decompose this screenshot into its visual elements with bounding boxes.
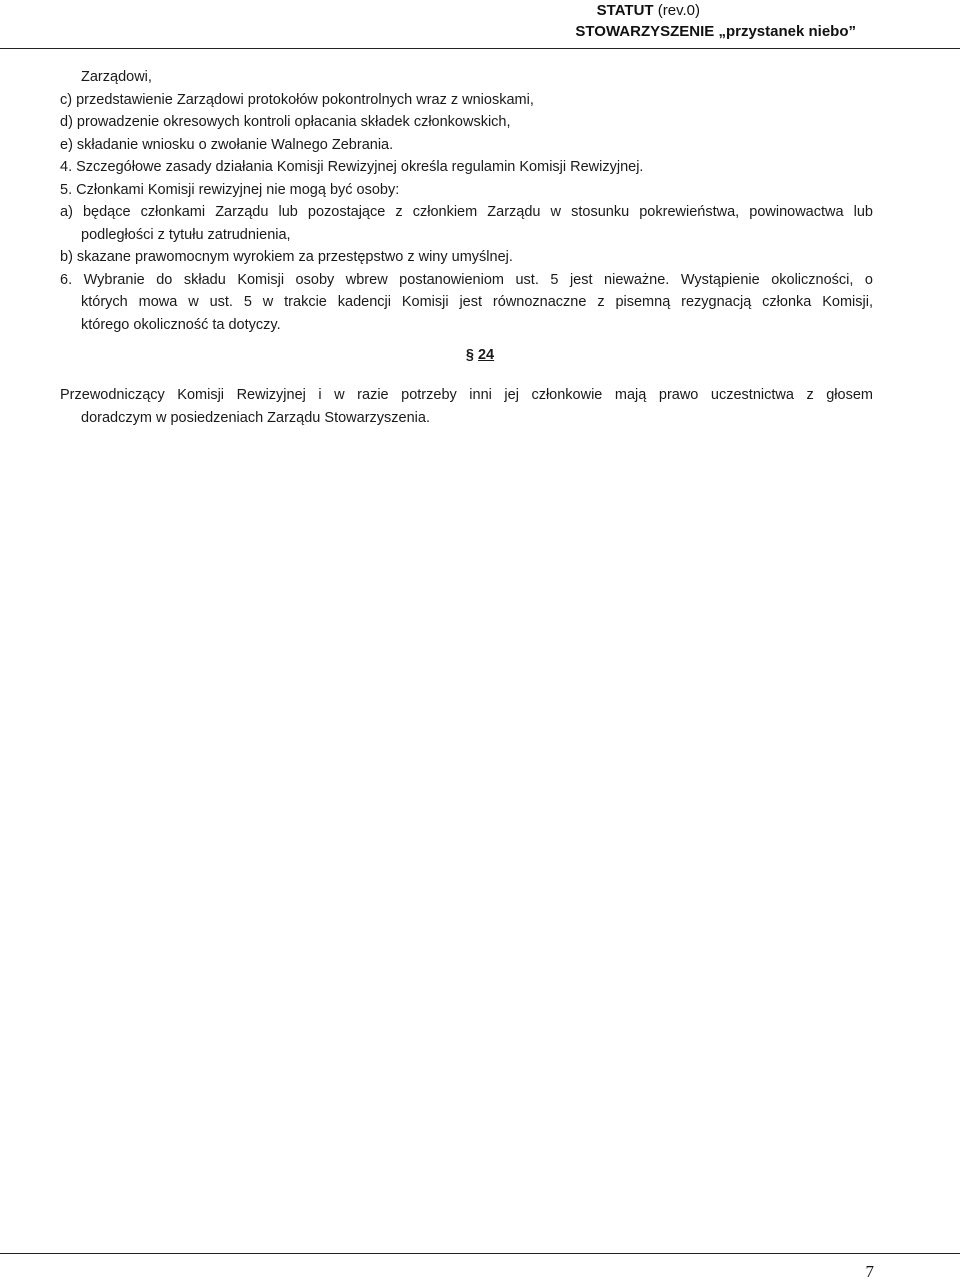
clause-5: 5. Członkami Komisji rewizyjnej nie mogą być osoby: [60,181,400,198]
list-item-e: e) składanie wniosku o zwołanie Walnego Zebrania. [60,136,394,153]
header-divider [0,48,960,49]
section-heading [0,344,960,366]
section-number: 24 [477,347,495,363]
list-item-b: b) skazane prawomocnym wyrokiem za przestępstwo z winy umyślnej. [60,249,513,265]
list-item-c: c) przedstawienie Zarządowi protokołów pokontrolnych wraz z wnioskami, [60,91,534,108]
header-statut: STATUT [596,2,654,19]
document-body [60,66,873,336]
body-line: Zarządowi, [81,69,152,85]
clause-4: 4. Szczegółowe zasady działania Komisji Rewizyjnej określa regulamin Komisji Rewizyjnej. [60,159,644,175]
header-revision: (rev.0) [653,2,700,19]
section-24-line1: Przewodniczący Komisji Rewizyjnej i w razie potrzeby inni jej członkowie mają prawo uczestnictwa z głosem [60,387,873,403]
header-title-line2: STOWARZYSZENIE „przystanek niebo” [575,23,856,40]
header-title-line1 [597,0,700,21]
section-symbol: § [465,347,474,363]
footer-divider [0,1253,960,1254]
section-24-line2: doradczym w posiedzeniach Zarządu Stowarzyszenia. [81,409,430,426]
page-number: 7 [865,1262,874,1281]
clause-6-line3: którego okoliczność ta dotyczy. [81,316,281,333]
section-24-paragraph [60,384,873,429]
list-item-a-line1: a) będące członkami Zarządu lub pozostające z członkiem Zarządu w stosunku pokrewieństwa, powinowactwa lub [60,204,873,220]
clause-6-line2: których mowa w ust. 5 w trakcie kadencji Komisji jest równoznaczne z pisemną rezygnacją członka Komisji, [81,294,873,310]
clause-6-line1: 6. Wybranie do składu Komisji osoby wbrew postanowieniom ust. 5 jest nieważne. Wystąpienie okoliczności, o [60,271,873,288]
list-item-a-line2: podległości z tytułu zatrudnienia, [81,226,291,243]
list-item-d: d) prowadzenie okresowych kontroli opłacania składek członkowskich, [60,114,511,130]
